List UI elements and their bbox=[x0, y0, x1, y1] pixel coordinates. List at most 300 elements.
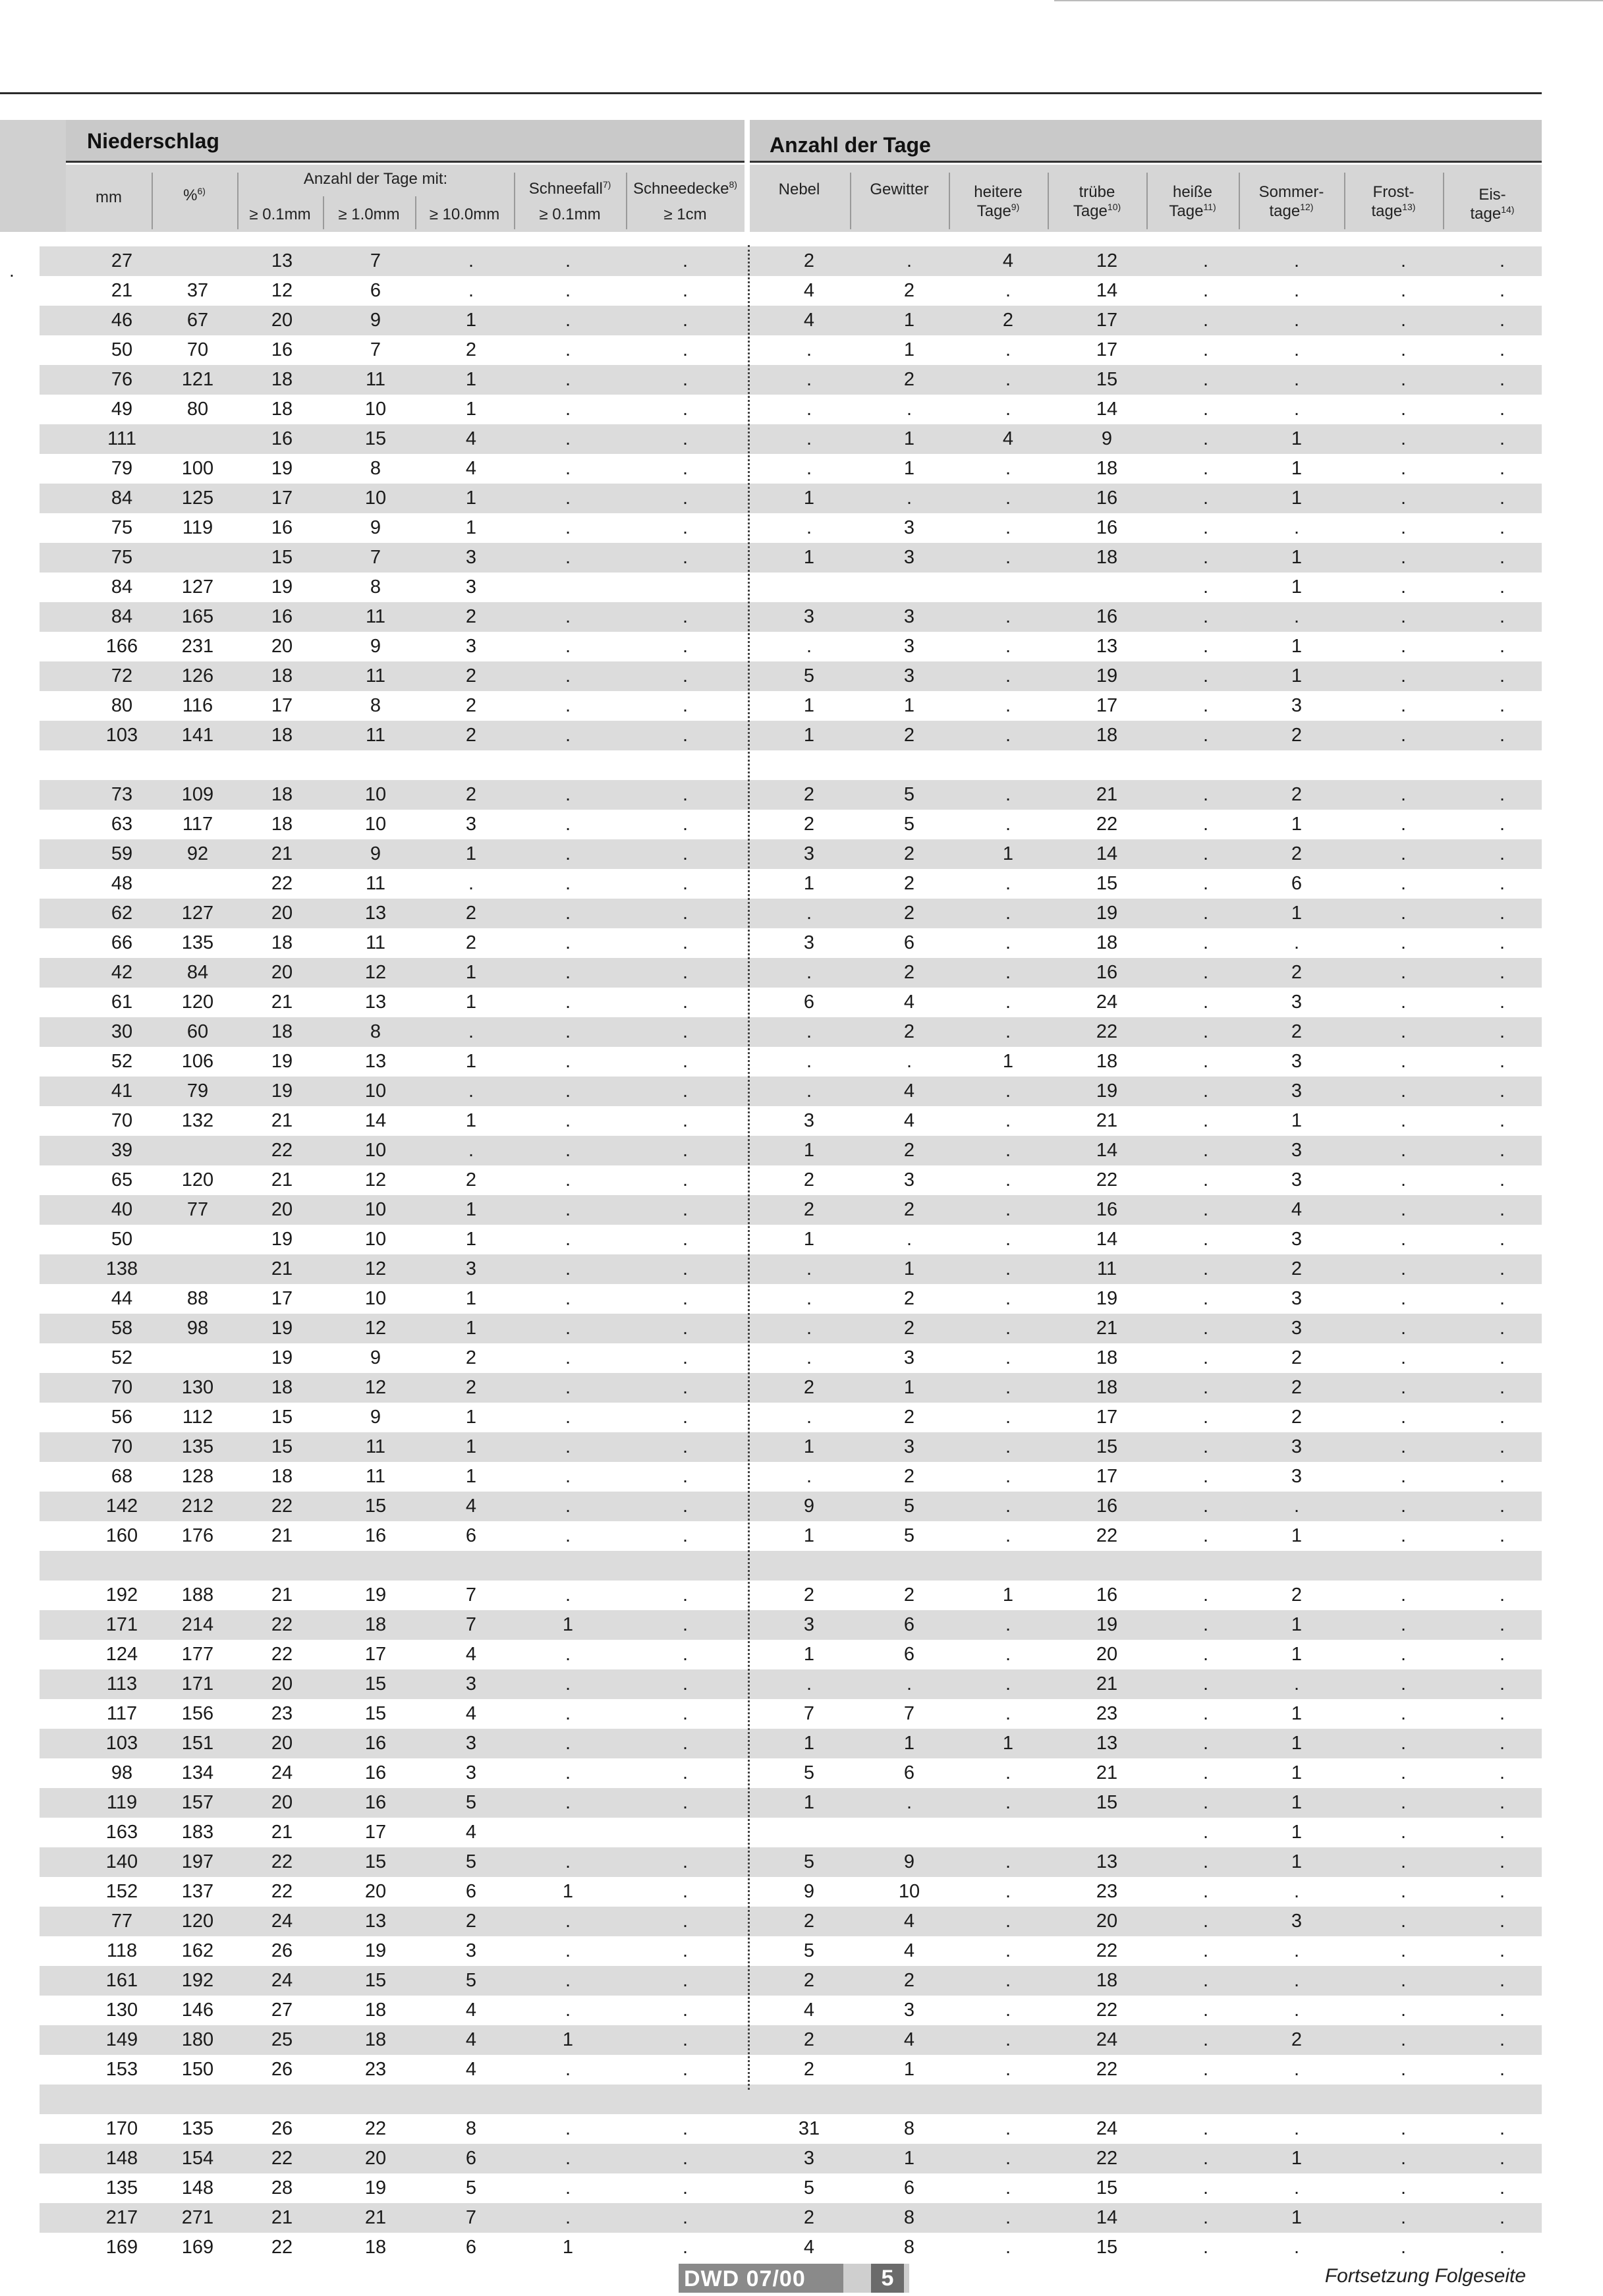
cell-heisse: . bbox=[1202, 2207, 1209, 2228]
cell-sommer: . bbox=[1293, 1673, 1300, 1694]
cell-ge01: 18 bbox=[271, 932, 293, 953]
cell-schneefall: . bbox=[565, 488, 571, 509]
cell-pct: 271 bbox=[181, 2207, 214, 2228]
cell-ge01: 21 bbox=[271, 1169, 293, 1190]
cell-frost: . bbox=[1400, 2237, 1407, 2258]
cell-sommer: 3 bbox=[1291, 1466, 1303, 1487]
cell-schneedecke: . bbox=[682, 2148, 689, 2169]
cell-schneedecke: . bbox=[682, 250, 689, 271]
cell-schneefall: . bbox=[565, 1911, 571, 1932]
cell-ge100: 6 bbox=[465, 2237, 477, 2258]
cell-ge01: 18 bbox=[271, 369, 293, 390]
cell-gewitter: 3 bbox=[903, 1169, 915, 1190]
cell-eis: . bbox=[1499, 1733, 1505, 1754]
cell-ge10: 19 bbox=[364, 1584, 387, 1606]
cell-schneefall: . bbox=[565, 1021, 571, 1042]
cell-mm: 138 bbox=[105, 1258, 138, 1279]
cell-heisse: . bbox=[1202, 725, 1209, 746]
cell-nebel: 5 bbox=[803, 1851, 815, 1872]
cell-ge01: 20 bbox=[271, 1673, 293, 1694]
table-row bbox=[40, 1195, 1542, 1225]
cell-schneefall: . bbox=[565, 814, 571, 835]
cell-frost: . bbox=[1400, 636, 1407, 657]
cell-ge10: 15 bbox=[364, 1851, 387, 1872]
cell-ge10: 13 bbox=[364, 903, 387, 924]
cell-heitere: 4 bbox=[1002, 250, 1014, 271]
cell-ge100: . bbox=[468, 1021, 474, 1042]
cell-mm: 117 bbox=[106, 1703, 138, 1724]
cell-pct: 117 bbox=[182, 814, 213, 835]
col-frost-l1: Frost- bbox=[1372, 183, 1415, 201]
table-header bbox=[0, 120, 1542, 232]
col-sommer-l1: Sommer- bbox=[1258, 183, 1324, 201]
cell-gewitter: . bbox=[906, 1673, 913, 1694]
cell-frost: . bbox=[1400, 488, 1407, 509]
cell-nebel: 9 bbox=[803, 1881, 815, 1902]
cell-schneefall: . bbox=[565, 517, 571, 538]
cell-heitere: . bbox=[1005, 1466, 1011, 1487]
cell-ge10: 11 bbox=[365, 1436, 386, 1457]
cell-truebe: 22 bbox=[1096, 1169, 1118, 1190]
cell-mm: 77 bbox=[111, 1911, 133, 1932]
col-eis-label: tage bbox=[1470, 205, 1502, 223]
cell-gewitter: 6 bbox=[903, 1644, 915, 1665]
cell-heitere: . bbox=[1005, 1377, 1011, 1398]
cell-ge01: 18 bbox=[271, 1377, 293, 1398]
cell-heisse: . bbox=[1202, 1140, 1209, 1161]
cell-schneedecke: . bbox=[682, 1584, 689, 1606]
cell-schneefall: . bbox=[565, 1496, 571, 1517]
col-truebe-l2 bbox=[1048, 202, 1146, 221]
cell-frost: . bbox=[1400, 2148, 1407, 2169]
cell-schneedecke: . bbox=[682, 1169, 689, 1190]
cell-ge01: 18 bbox=[271, 399, 293, 420]
cell-frost: . bbox=[1400, 1169, 1407, 1190]
cell-ge10: 11 bbox=[365, 873, 386, 894]
cell-heitere: . bbox=[1005, 992, 1011, 1013]
cell-truebe: 21 bbox=[1096, 1110, 1118, 1131]
cell-sommer: 1 bbox=[1291, 665, 1303, 686]
cell-sommer: . bbox=[1293, 1496, 1300, 1517]
col-ge100: ≥ 10.0mm bbox=[429, 206, 500, 223]
cell-heisse: . bbox=[1202, 636, 1209, 657]
cell-frost: . bbox=[1400, 1258, 1407, 1279]
col-heisse-label: Tage bbox=[1169, 202, 1204, 220]
cell-heitere: . bbox=[1005, 695, 1011, 716]
header-divider bbox=[237, 173, 239, 229]
cell-truebe: 22 bbox=[1096, 2000, 1118, 2021]
cell-ge01: 16 bbox=[271, 606, 293, 627]
cell-heisse: . bbox=[1202, 665, 1209, 686]
cell-truebe: 19 bbox=[1096, 1614, 1118, 1635]
cell-pct bbox=[158, 869, 237, 899]
cell-truebe: 14 bbox=[1096, 1140, 1118, 1161]
cell-nebel: 1 bbox=[803, 725, 815, 746]
table-row bbox=[40, 2173, 1542, 2203]
cell-heisse: . bbox=[1202, 488, 1209, 509]
cell-schneedecke: . bbox=[682, 1970, 689, 1991]
cell-schneefall: . bbox=[565, 1584, 571, 1606]
cell-frost: . bbox=[1400, 576, 1407, 598]
table-row bbox=[40, 1581, 1542, 1610]
cell-truebe: 22 bbox=[1096, 2148, 1118, 2169]
col-truebe-note: 10) bbox=[1107, 202, 1121, 212]
cell-nebel: . bbox=[806, 458, 812, 479]
cell-frost: . bbox=[1400, 1466, 1407, 1487]
table-row bbox=[40, 306, 1542, 335]
cell-eis: . bbox=[1499, 1496, 1505, 1517]
cell-heisse: . bbox=[1202, 1496, 1209, 1517]
table-row bbox=[40, 276, 1542, 306]
cell-ge100: 4 bbox=[465, 2000, 477, 2021]
cell-eis: . bbox=[1499, 1436, 1505, 1457]
cell-ge10: 16 bbox=[364, 1762, 387, 1783]
cell-eis: . bbox=[1499, 932, 1505, 953]
cell-schneedecke: . bbox=[682, 399, 689, 420]
cell-heisse: . bbox=[1202, 1466, 1209, 1487]
cell-nebel: 1 bbox=[803, 1140, 815, 1161]
cell-ge10: 15 bbox=[364, 1970, 387, 1991]
cell-truebe: 18 bbox=[1096, 1970, 1118, 1991]
cell-schneedecke: . bbox=[682, 2059, 689, 2080]
cell-mm: 153 bbox=[105, 2059, 138, 2080]
top-rule-faint bbox=[1054, 0, 1603, 1]
cell-ge100: . bbox=[468, 1080, 474, 1102]
cell-heitere: . bbox=[1005, 2059, 1011, 2080]
cell-gewitter: 3 bbox=[903, 1347, 915, 1368]
cell-schneefall: . bbox=[565, 1377, 571, 1398]
cell-ge100: 2 bbox=[465, 932, 477, 953]
cell-heitere bbox=[969, 1818, 1048, 1847]
cell-heisse: . bbox=[1202, 932, 1209, 953]
cell-gewitter: 3 bbox=[903, 1436, 915, 1457]
cell-heisse: . bbox=[1202, 310, 1209, 331]
cell-ge01: 19 bbox=[271, 576, 293, 598]
cell-ge100: . bbox=[468, 280, 474, 301]
cell-sommer: . bbox=[1293, 280, 1300, 301]
cell-frost: . bbox=[1400, 962, 1407, 983]
cell-mm: 65 bbox=[111, 1169, 133, 1190]
col-frost-note: 13) bbox=[1402, 202, 1416, 212]
cell-heitere: . bbox=[1005, 1911, 1011, 1932]
cell-ge10: 10 bbox=[364, 1199, 387, 1220]
cell-truebe: 20 bbox=[1096, 1911, 1118, 1932]
cell-schneedecke: . bbox=[682, 1733, 689, 1754]
cell-nebel: 4 bbox=[803, 310, 815, 331]
cell-truebe: 15 bbox=[1096, 873, 1118, 894]
cell-schneefall: . bbox=[565, 458, 571, 479]
cell-heitere: . bbox=[1005, 1525, 1011, 1546]
cell-truebe: 17 bbox=[1096, 310, 1118, 331]
cell-heitere: . bbox=[1005, 1407, 1011, 1428]
cell-gewitter: . bbox=[906, 1229, 913, 1250]
cell-schneedecke: . bbox=[682, 1703, 689, 1724]
cell-truebe: 14 bbox=[1096, 280, 1118, 301]
cell-ge10: 18 bbox=[364, 1614, 387, 1635]
page-tag bbox=[679, 2264, 909, 2293]
cell-truebe: 22 bbox=[1096, 1940, 1118, 1961]
cell-eis: . bbox=[1499, 517, 1505, 538]
cell-heisse: . bbox=[1202, 1436, 1209, 1457]
cell-heitere: . bbox=[1005, 517, 1011, 538]
col-frost-l2 bbox=[1344, 202, 1443, 221]
table-row bbox=[40, 1225, 1542, 1254]
cell-heitere: . bbox=[1005, 399, 1011, 420]
cell-pct: 134 bbox=[181, 1762, 214, 1783]
header-divider bbox=[626, 173, 627, 229]
cell-sommer: 2 bbox=[1291, 1584, 1303, 1606]
cell-gewitter: . bbox=[906, 1051, 913, 1072]
cell-mm: 70 bbox=[111, 1436, 133, 1457]
cell-mm: 41 bbox=[111, 1080, 133, 1102]
cell-heisse: . bbox=[1202, 992, 1209, 1013]
cell-truebe: 16 bbox=[1096, 962, 1118, 983]
cell-gewitter: 8 bbox=[903, 2118, 915, 2139]
cell-ge10: 10 bbox=[364, 1140, 387, 1161]
table-row bbox=[40, 1373, 1542, 1403]
cell-ge100: 3 bbox=[465, 547, 477, 568]
cell-ge10: 12 bbox=[364, 1169, 387, 1190]
cell-sommer: . bbox=[1293, 932, 1300, 953]
cell-schneefall: . bbox=[565, 1140, 571, 1161]
cell-nebel: 2 bbox=[803, 814, 815, 835]
cell-ge100: 1 bbox=[465, 1318, 477, 1339]
cell-pct: 135 bbox=[181, 1436, 214, 1457]
cell-heitere: . bbox=[1005, 488, 1011, 509]
cell-schneefall: . bbox=[565, 1169, 571, 1190]
cell-mm: 44 bbox=[111, 1288, 133, 1309]
col-heisse-note: 11) bbox=[1203, 202, 1216, 212]
cell-schneefall: . bbox=[565, 1733, 571, 1754]
cell-pct: 127 bbox=[181, 576, 214, 598]
col-heitere bbox=[949, 183, 1048, 221]
cell-ge01: 20 bbox=[271, 962, 293, 983]
cell-schneedecke: . bbox=[682, 2237, 689, 2258]
col-sommer bbox=[1239, 183, 1344, 221]
col-nebel: Nebel bbox=[778, 181, 820, 198]
cell-eis: . bbox=[1499, 399, 1505, 420]
cell-frost: . bbox=[1400, 339, 1407, 360]
cell-mm: 40 bbox=[111, 1199, 133, 1220]
cell-frost: . bbox=[1400, 873, 1407, 894]
cell-ge10: 10 bbox=[364, 488, 387, 509]
cell-eis: . bbox=[1499, 488, 1505, 509]
cell-ge10: 12 bbox=[364, 1318, 387, 1339]
cell-truebe: 17 bbox=[1096, 695, 1118, 716]
cell-heisse: . bbox=[1202, 1169, 1209, 1190]
cell-sommer: 1 bbox=[1291, 458, 1303, 479]
cell-schneefall: . bbox=[565, 1970, 571, 1991]
cell-heitere: . bbox=[1005, 1762, 1011, 1783]
cell-frost: . bbox=[1400, 1733, 1407, 1754]
cell-schneefall: 1 bbox=[562, 2237, 574, 2258]
cell-frost: . bbox=[1400, 1436, 1407, 1457]
cell-gewitter: 7 bbox=[903, 1703, 915, 1724]
cell-mm: 161 bbox=[105, 1970, 138, 1991]
cell-sommer: 1 bbox=[1291, 1525, 1303, 1546]
cell-nebel: . bbox=[806, 1051, 812, 1072]
col-ge01: ≥ 0.1mm bbox=[249, 206, 311, 223]
cell-nebel: 2 bbox=[803, 784, 815, 805]
cell-frost: . bbox=[1400, 1080, 1407, 1102]
cell-heisse: . bbox=[1202, 1051, 1209, 1072]
cell-eis: . bbox=[1499, 1614, 1505, 1635]
cell-mm: 142 bbox=[105, 1496, 138, 1517]
cell-frost: . bbox=[1400, 1762, 1407, 1783]
cell-pct: 112 bbox=[182, 1407, 213, 1428]
col-heitere-l2 bbox=[949, 202, 1048, 221]
cell-ge01: 24 bbox=[271, 1970, 293, 1991]
cell-schneedecke bbox=[646, 1818, 725, 1847]
cell-truebe: 19 bbox=[1096, 665, 1118, 686]
table-row bbox=[40, 1758, 1542, 1788]
cell-pct: 212 bbox=[181, 1496, 214, 1517]
cell-sommer: 2 bbox=[1291, 1021, 1303, 1042]
cell-ge01: 21 bbox=[271, 843, 293, 864]
cell-heitere: . bbox=[1005, 1140, 1011, 1161]
cell-pct: 77 bbox=[186, 1199, 209, 1220]
cell-mm: 76 bbox=[111, 369, 133, 390]
cell-gewitter: 1 bbox=[903, 2148, 915, 2169]
cell-sommer: 3 bbox=[1291, 1288, 1303, 1309]
cell-ge100: 4 bbox=[465, 458, 477, 479]
cell-truebe: 18 bbox=[1096, 932, 1118, 953]
cell-frost: . bbox=[1400, 1318, 1407, 1339]
header-divider bbox=[949, 173, 950, 229]
cell-ge01: 26 bbox=[271, 2118, 293, 2139]
cell-frost: . bbox=[1400, 458, 1407, 479]
cell-ge10: 11 bbox=[365, 725, 386, 746]
cell-sommer: 2 bbox=[1291, 1407, 1303, 1428]
col-schneedecke-sub: ≥ 1cm bbox=[663, 206, 707, 223]
col-pct-note: 6) bbox=[197, 186, 206, 196]
cell-eis: . bbox=[1499, 1110, 1505, 1131]
cell-heisse: . bbox=[1202, 576, 1209, 598]
cell-sommer: 3 bbox=[1291, 1436, 1303, 1457]
cell-frost: . bbox=[1400, 1229, 1407, 1250]
cell-ge01: 26 bbox=[271, 1940, 293, 1961]
cell-heisse: . bbox=[1202, 784, 1209, 805]
cell-ge10: 8 bbox=[370, 1021, 381, 1042]
cell-schneedecke: . bbox=[682, 2177, 689, 2198]
cell-nebel: 9 bbox=[803, 1496, 815, 1517]
cell-schneefall: . bbox=[565, 1199, 571, 1220]
cell-heitere: . bbox=[1005, 1318, 1011, 1339]
cell-ge01: 18 bbox=[271, 665, 293, 686]
cell-frost: . bbox=[1400, 1970, 1407, 1991]
cell-frost: . bbox=[1400, 1673, 1407, 1694]
cell-mm: 163 bbox=[105, 1822, 138, 1843]
cell-truebe: 18 bbox=[1096, 547, 1118, 568]
cell-eis: . bbox=[1499, 2237, 1505, 2258]
cell-frost: . bbox=[1400, 1703, 1407, 1724]
col-mm: mm bbox=[96, 188, 122, 206]
cell-nebel: . bbox=[806, 903, 812, 924]
continued-note: Fortsetzung Folgeseite bbox=[1324, 2265, 1526, 2287]
cell-ge10: 7 bbox=[370, 250, 381, 271]
cell-mm: 30 bbox=[111, 1021, 133, 1042]
col-eis-l2 bbox=[1443, 204, 1542, 223]
cell-eis: . bbox=[1499, 962, 1505, 983]
cell-ge10: 13 bbox=[364, 1051, 387, 1072]
cell-mm: 166 bbox=[105, 636, 138, 657]
cell-pct: 106 bbox=[181, 1051, 214, 1072]
page-number: 5 bbox=[871, 2264, 904, 2293]
header-divider bbox=[323, 196, 324, 229]
cell-eis: . bbox=[1499, 725, 1505, 746]
cell-heisse: . bbox=[1202, 1644, 1209, 1665]
cell-sommer: 2 bbox=[1291, 784, 1303, 805]
cell-heisse: . bbox=[1202, 2177, 1209, 2198]
cell-nebel: . bbox=[806, 636, 812, 657]
cell-pct: 88 bbox=[186, 1288, 209, 1309]
cell-mm: 124 bbox=[105, 1644, 138, 1665]
cell-heisse: . bbox=[1202, 1970, 1209, 1991]
table-row bbox=[40, 1254, 1542, 1284]
cell-truebe: 18 bbox=[1096, 725, 1118, 746]
cell-truebe: 9 bbox=[1101, 428, 1113, 449]
table-row bbox=[40, 2025, 1542, 2055]
cell-sommer: . bbox=[1293, 2237, 1300, 2258]
table-row bbox=[40, 2144, 1542, 2173]
table-row bbox=[40, 1669, 1542, 1699]
cell-nebel: 2 bbox=[803, 1169, 815, 1190]
table-row bbox=[40, 395, 1542, 424]
cell-mm: 152 bbox=[105, 1881, 138, 1902]
cell-ge01: 21 bbox=[271, 1258, 293, 1279]
cell-nebel: . bbox=[806, 399, 812, 420]
cell-ge100: 1 bbox=[465, 399, 477, 420]
cell-pct: 188 bbox=[181, 1584, 214, 1606]
cell-ge01: 22 bbox=[271, 1851, 293, 1872]
cell-gewitter: 3 bbox=[903, 636, 915, 657]
cell-truebe: 14 bbox=[1096, 2207, 1118, 2228]
cell-schneefall: . bbox=[565, 665, 571, 686]
cell-heisse: . bbox=[1202, 1673, 1209, 1694]
cell-ge10: 20 bbox=[364, 1881, 387, 1902]
cell-ge10: 10 bbox=[364, 784, 387, 805]
table-row bbox=[40, 2055, 1542, 2085]
cell-gewitter: 3 bbox=[903, 517, 915, 538]
cell-truebe: 14 bbox=[1096, 399, 1118, 420]
cell-heitere: . bbox=[1005, 1673, 1011, 1694]
cell-ge100: 5 bbox=[465, 1851, 477, 1872]
cell-gewitter: 4 bbox=[903, 992, 915, 1013]
cell-mm: 49 bbox=[111, 399, 133, 420]
cell-truebe: 16 bbox=[1096, 517, 1118, 538]
cell-nebel: 1 bbox=[803, 547, 815, 568]
cell-ge01: 22 bbox=[271, 873, 293, 894]
cell-sommer: . bbox=[1293, 606, 1300, 627]
cell-pct: 119 bbox=[182, 517, 213, 538]
cell-ge01: 21 bbox=[271, 1110, 293, 1131]
cell-heisse: . bbox=[1202, 1258, 1209, 1279]
cell-mm: 52 bbox=[111, 1347, 133, 1368]
cell-ge01: 19 bbox=[271, 1318, 293, 1339]
cell-gewitter: 5 bbox=[903, 1496, 915, 1517]
cell-gewitter: 8 bbox=[903, 2237, 915, 2258]
cell-heisse: . bbox=[1202, 843, 1209, 864]
cell-ge01: 18 bbox=[271, 725, 293, 746]
cell-sommer: . bbox=[1293, 399, 1300, 420]
cell-mm: 79 bbox=[111, 458, 133, 479]
cell-schneedecke: . bbox=[682, 339, 689, 360]
header-divider bbox=[1048, 173, 1049, 229]
cell-sommer: 2 bbox=[1291, 2029, 1303, 2050]
cell-nebel: . bbox=[806, 369, 812, 390]
cell-schneefall: . bbox=[565, 547, 571, 568]
cell-heisse: . bbox=[1202, 2118, 1209, 2139]
